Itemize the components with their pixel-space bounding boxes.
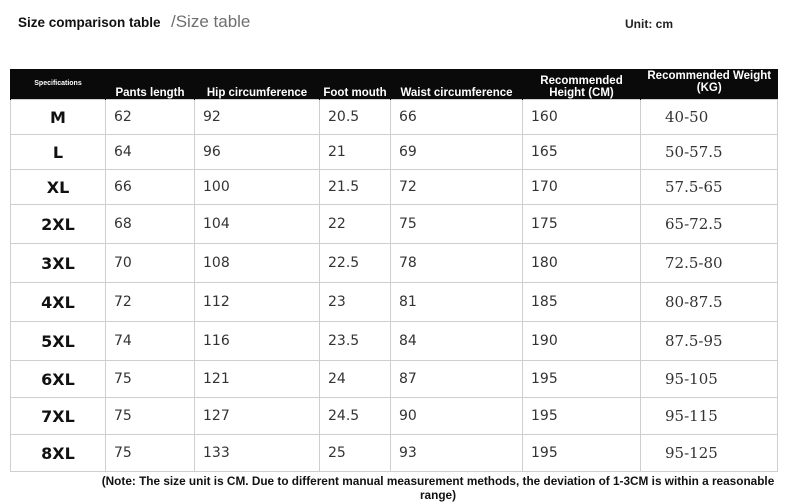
size-table (10, 69, 778, 472)
page-title: Size comparison table (18, 15, 161, 30)
pants-length-cell: 72 (106, 283, 195, 322)
note-line-2: range) (419, 488, 457, 502)
pants-length-cell: 64 (106, 135, 195, 170)
pants-length-cell: 68 (106, 205, 195, 244)
foot-mouth-cell: 24 (320, 361, 391, 398)
waist-cell: 87 (391, 361, 523, 398)
size-cell: 2XL (11, 205, 106, 244)
table-row (11, 283, 778, 322)
hip-cell: 133 (195, 435, 320, 472)
pants-length-cell: 66 (106, 170, 195, 205)
pants-length-cell: 74 (106, 322, 195, 361)
table-row (11, 244, 778, 283)
page-subtitle: /Size table (171, 12, 251, 31)
hip-cell: 100 (195, 170, 320, 205)
foot-mouth-cell: 23.5 (320, 322, 391, 361)
weight-cell: 95-115 (641, 398, 778, 435)
size-cell: 8XL (11, 435, 106, 472)
hip-cell: 108 (195, 244, 320, 283)
weight-cell: 80-87.5 (641, 283, 778, 322)
hip-cell: 92 (195, 100, 320, 135)
table-body (11, 100, 778, 472)
table-row (11, 398, 778, 435)
size-cell: 6XL (11, 361, 106, 398)
weight-cell: 40-50 (641, 100, 778, 135)
foot-mouth-cell: 22 (320, 205, 391, 244)
weight-cell: 95-125 (641, 435, 778, 472)
table-row (11, 135, 778, 170)
foot-mouth-cell: 21.5 (320, 170, 391, 205)
height-cell: 195 (523, 361, 641, 398)
hip-cell: 116 (195, 322, 320, 361)
height-cell: 175 (523, 205, 641, 244)
column-header-recommended-weight: Recommended Weight (KG) (641, 69, 778, 100)
waist-cell: 84 (391, 322, 523, 361)
unit-label: Unit: cm (625, 17, 673, 31)
height-cell: 195 (523, 398, 641, 435)
table-row (11, 170, 778, 205)
hip-cell: 127 (195, 398, 320, 435)
foot-mouth-cell: 20.5 (320, 100, 391, 135)
foot-mouth-cell: 23 (320, 283, 391, 322)
hip-cell: 112 (195, 283, 320, 322)
foot-mouth-cell: 21 (320, 135, 391, 170)
height-cell: 170 (523, 170, 641, 205)
column-header-recommended-height: Recommended Height (CM) (523, 69, 641, 100)
column-header-specifications: Specifications (11, 69, 106, 100)
note-line-1: (Note: The size unit is CM. Due to different manual measurement methods, the deviation of 1-3CM is within a reasonable (101, 474, 775, 488)
waist-cell: 78 (391, 244, 523, 283)
size-cell: M (11, 100, 106, 135)
foot-mouth-cell: 25 (320, 435, 391, 472)
size-cell: 4XL (11, 283, 106, 322)
column-header-waist-circumference: Waist circumference (391, 69, 523, 100)
foot-mouth-cell: 22.5 (320, 244, 391, 283)
waist-cell: 90 (391, 398, 523, 435)
pants-length-cell: 70 (106, 244, 195, 283)
height-cell: 180 (523, 244, 641, 283)
hip-cell: 121 (195, 361, 320, 398)
column-header-hip-circumference: Hip circumference (195, 69, 320, 100)
hip-cell: 96 (195, 135, 320, 170)
height-cell: 195 (523, 435, 641, 472)
table-row (11, 100, 778, 135)
pants-length-cell: 75 (106, 398, 195, 435)
table-row (11, 435, 778, 472)
column-header-pants-length: Pants length (106, 69, 195, 100)
weight-cell: 65-72.5 (641, 205, 778, 244)
measurement-note (92, 474, 784, 502)
weight-cell: 50-57.5 (641, 135, 778, 170)
weight-cell: 72.5-80 (641, 244, 778, 283)
waist-cell: 66 (391, 100, 523, 135)
size-cell: XL (11, 170, 106, 205)
weight-cell: 87.5-95 (641, 322, 778, 361)
size-cell: 7XL (11, 398, 106, 435)
height-cell: 160 (523, 100, 641, 135)
weight-cell: 95-105 (641, 361, 778, 398)
column-header-foot-mouth: Foot mouth (320, 69, 391, 100)
table-row (11, 361, 778, 398)
size-cell: 5XL (11, 322, 106, 361)
size-cell: L (11, 135, 106, 170)
waist-cell: 69 (391, 135, 523, 170)
waist-cell: 93 (391, 435, 523, 472)
hip-cell: 104 (195, 205, 320, 244)
table-row (11, 205, 778, 244)
table-row (11, 322, 778, 361)
pants-length-cell: 75 (106, 435, 195, 472)
size-cell: 3XL (11, 244, 106, 283)
height-cell: 165 (523, 135, 641, 170)
waist-cell: 81 (391, 283, 523, 322)
height-cell: 185 (523, 283, 641, 322)
table-header-row (11, 69, 778, 100)
header (0, 0, 790, 60)
foot-mouth-cell: 24.5 (320, 398, 391, 435)
waist-cell: 75 (391, 205, 523, 244)
waist-cell: 72 (391, 170, 523, 205)
pants-length-cell: 62 (106, 100, 195, 135)
weight-cell: 57.5-65 (641, 170, 778, 205)
pants-length-cell: 75 (106, 361, 195, 398)
height-cell: 190 (523, 322, 641, 361)
